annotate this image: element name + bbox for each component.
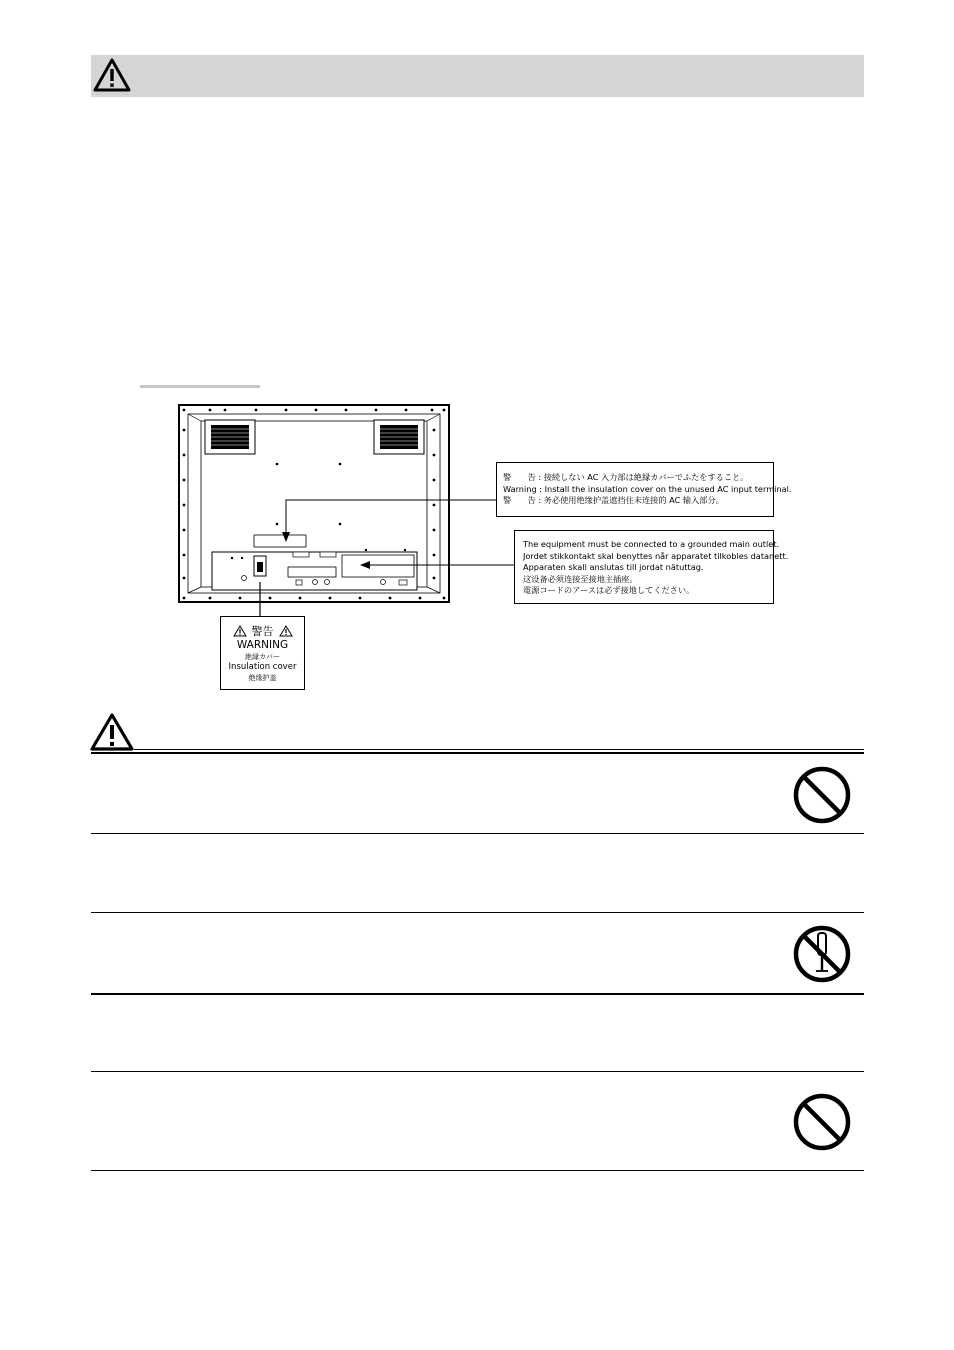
prohibited-icon [792, 765, 852, 825]
row-divider [91, 833, 864, 834]
warning-label-cover-cn: 绝缘护盖 [248, 674, 277, 682]
ac-label-prefix-cn: 警 告 : [503, 495, 544, 505]
warning-label-title-en: WARNING [236, 639, 289, 651]
ac-label-prefix-en: Warning : [503, 483, 545, 494]
ac-label-line-en [497, 483, 792, 496]
warning-label-cover-jp: 絶縁カバー [245, 653, 280, 661]
insulation-cover-label [220, 616, 305, 690]
warning-label-title-jp: 警告 [251, 625, 274, 638]
ac-label-line-jp [497, 472, 773, 484]
row-divider [91, 912, 864, 913]
section-rule-top [134, 749, 864, 750]
ac-cover-warning-label [496, 462, 792, 517]
section-rule [140, 385, 260, 388]
row-divider [91, 1170, 864, 1171]
ac-label-text-cn: 务必使用绝缘护盖遮挡住未连接的 AC 输入部分。 [543, 495, 724, 505]
warning-triangle-icon [279, 625, 293, 637]
grounding-label [514, 530, 789, 604]
header-bar [91, 55, 864, 97]
ground-label-line-jp: 電源コードのアースは必ず接地してください。 [523, 585, 695, 595]
row-divider [91, 993, 864, 995]
do-not-disassemble-icon [792, 924, 852, 984]
row-divider [91, 1071, 864, 1072]
prohibited-icon [792, 1092, 852, 1152]
ac-label-text-en: Install the insulation cover on the unused AC input terminal. [544, 483, 792, 494]
ac-label-text-jp: 接続しない AC 入力部は絶縁カバーでふたをすること。 [543, 472, 749, 482]
leader-lines [250, 480, 520, 630]
warning-triangle-icon [233, 625, 247, 637]
ac-label-prefix-jp: 警 告 : [503, 472, 544, 482]
ground-label-line-en: The equipment must be connected to a grounded main outlet. [523, 539, 780, 549]
warning-label-title-row [221, 623, 304, 639]
ground-label-line-cn: 这设备必须连接至接地主插座。 [523, 573, 638, 584]
ac-label-line-cn [497, 495, 773, 507]
warning-label-cover-en: Insulation cover [228, 662, 297, 672]
warning-triangle-icon [93, 58, 131, 92]
section-rule-bottom [91, 752, 864, 754]
ground-label-line-no: Jordet stikkontakt skal benyttes når apparatet tilkobles datanett. [523, 550, 789, 561]
warning-triangle-icon [90, 713, 134, 751]
ground-label-line-sv: Apparaten skall anslutas till jordat nätuttag. [523, 562, 704, 572]
